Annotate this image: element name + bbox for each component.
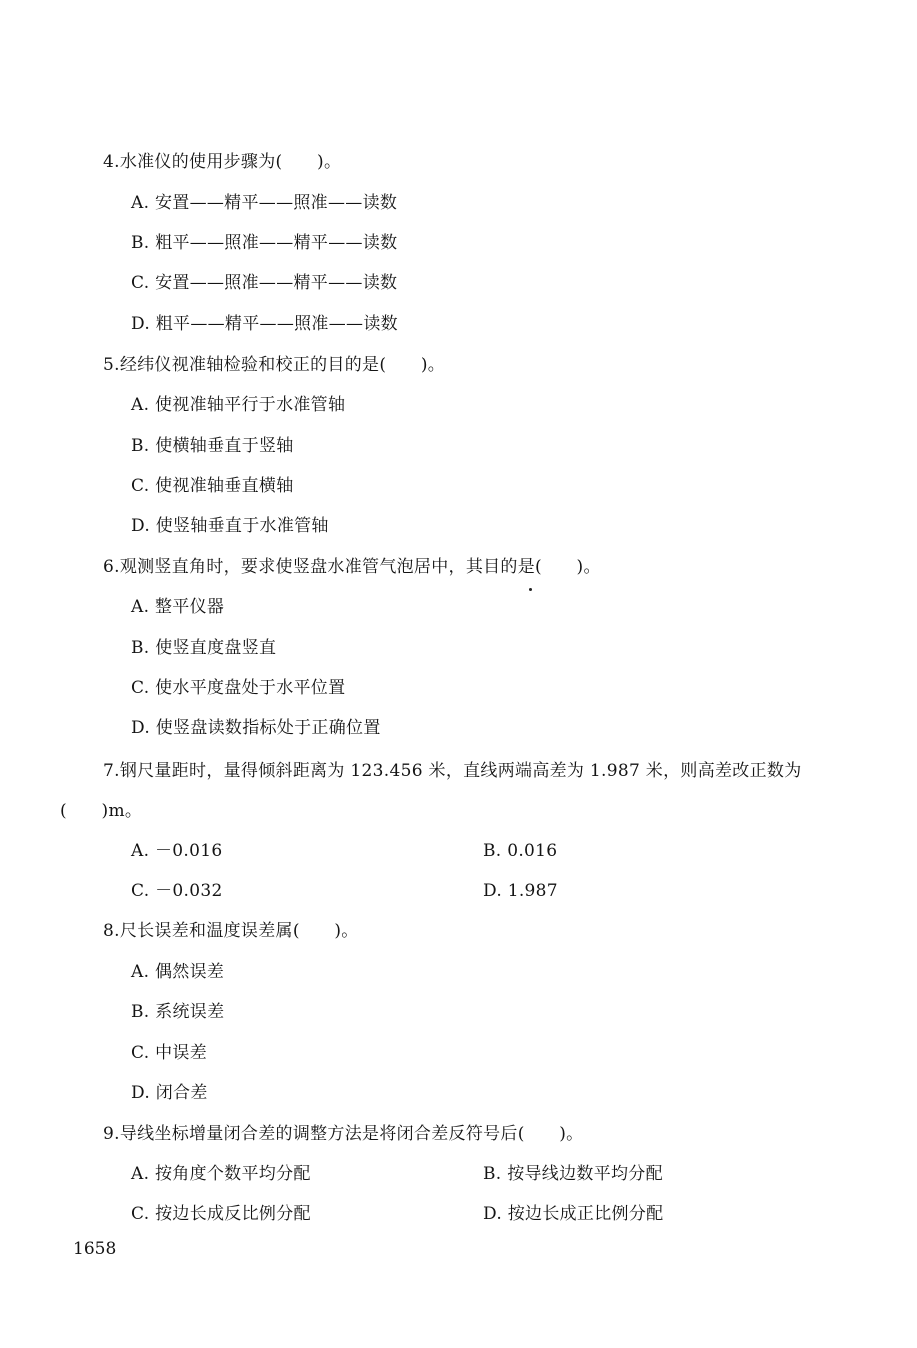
question-7-stem-continued: ( )m。 <box>60 801 143 821</box>
question-8-stem: 8.尺长误差和温度误差属( )。 <box>103 921 359 941</box>
question-4-option-a: A. 安置——精平——照准——读数 <box>131 193 398 213</box>
question-5-option-d: D. 使竖轴垂直于水准管轴 <box>131 516 329 536</box>
question-8-option-b: B. 系统误差 <box>131 1002 225 1022</box>
scan-speck <box>529 588 532 591</box>
question-6-option-d: D. 使竖盘读数指标处于正确位置 <box>131 718 381 738</box>
question-7-option-d: D. 1.987 <box>483 881 558 901</box>
question-9-option-c: C. 按边长成反比例分配 <box>131 1204 311 1224</box>
question-7-option-b: B. 0.016 <box>483 841 558 861</box>
question-7-stem: 7.钢尺量距时，量得倾斜距离为 123.456 米，直线两端高差为 1.987 米，则高差改正数为 <box>103 761 802 781</box>
question-6-stem: 6.观测竖直角时，要求使竖盘水准管气泡居中，其目的是( )。 <box>103 557 601 577</box>
question-9-option-a: A. 按角度个数平均分配 <box>131 1164 311 1184</box>
question-7-option-c: C. －0.032 <box>131 881 223 901</box>
question-8-option-d: D. 闭合差 <box>131 1083 208 1103</box>
question-5-option-c: C. 使视准轴垂直横轴 <box>131 476 294 496</box>
question-6-option-a: A. 整平仪器 <box>131 597 225 617</box>
page-number: 1658 <box>73 1239 117 1259</box>
question-4-option-c: C. 安置——照准——精平——读数 <box>131 273 398 293</box>
question-9-stem: 9.导线坐标增量闭合差的调整方法是将闭合差反符号后( )。 <box>103 1124 584 1144</box>
question-9-option-d: D. 按边长成正比例分配 <box>483 1204 664 1224</box>
question-4-option-d: D. 粗平——精平——照准——读数 <box>131 314 398 334</box>
question-8-option-a: A. 偶然误差 <box>131 962 225 982</box>
question-6-option-b: B. 使竖直度盘竖直 <box>131 638 277 658</box>
question-6-option-c: C. 使水平度盘处于水平位置 <box>131 678 346 698</box>
question-5-option-a: A. 使视准轴平行于水准管轴 <box>131 395 346 415</box>
question-9-option-b: B. 按导线边数平均分配 <box>483 1164 663 1184</box>
question-4-option-b: B. 粗平——照准——精平——读数 <box>131 233 398 253</box>
question-4-stem: 4.水准仪的使用步骤为( )。 <box>103 152 342 172</box>
question-5-stem: 5.经纬仪视准轴检验和校正的目的是( )。 <box>103 355 446 375</box>
question-5-option-b: B. 使横轴垂直于竖轴 <box>131 436 294 456</box>
question-7-option-a: A. －0.016 <box>131 841 223 861</box>
question-8-option-c: C. 中误差 <box>131 1043 208 1063</box>
